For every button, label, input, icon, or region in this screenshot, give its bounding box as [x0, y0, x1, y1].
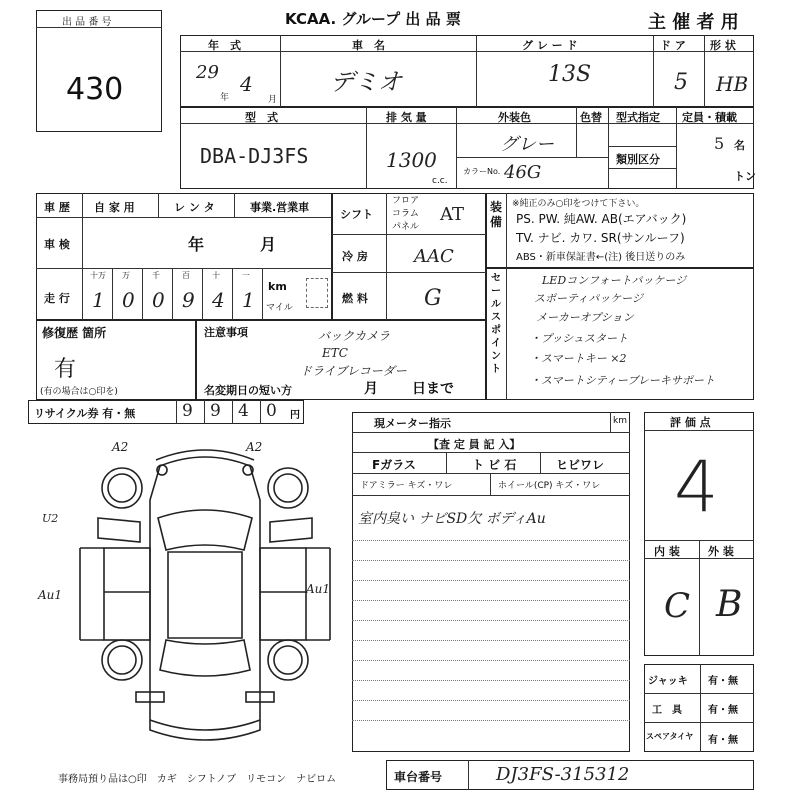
repair-note: (有の場合は○印を) — [40, 387, 118, 397]
repair-label: 修復歴 箇所 — [42, 326, 107, 340]
notes-line: ETC — [322, 346, 348, 360]
notes-line: ドライブレコーダー — [300, 364, 407, 378]
month-unit: 月 — [268, 95, 278, 105]
exterior-value: B — [716, 584, 743, 625]
notes-label: 注意事項 — [204, 326, 248, 339]
digit-label: 万 — [122, 271, 130, 280]
selling-point: ・スマートキー ×2 — [530, 352, 627, 365]
lot-number: 430 — [66, 72, 124, 107]
spare-label: スペアタイヤ — [646, 732, 694, 741]
mile-checkbox — [306, 278, 328, 308]
inspection-month: 月 — [260, 235, 277, 254]
rental: レ ン タ — [174, 201, 215, 214]
selling-points-label: セ ー ル ス ポ イ ン ト — [491, 273, 501, 375]
mileage-label: 走 行 — [44, 292, 70, 305]
form-title: KCAA. グループ 出 品 票 — [285, 10, 461, 28]
selling-point: メーカーオプション — [536, 311, 634, 324]
history-label: 車 歴 — [44, 201, 70, 214]
lot-box — [36, 10, 162, 132]
mileage-digit: 1 — [242, 288, 255, 312]
mileage-digit: 0 — [122, 288, 135, 312]
score-value: 4 — [674, 446, 719, 528]
selling-point: スポーティパッケージ — [534, 292, 643, 305]
shift-option-column: コラム — [392, 209, 419, 219]
shift-option-floor: フロア — [392, 196, 420, 206]
organizer-use: 主 催 者 用 — [648, 12, 739, 33]
ac-label: 冷 房 — [342, 250, 368, 263]
score-label: 評 価 点 — [670, 416, 711, 429]
selling-point: ・プッシュスタート — [530, 332, 629, 345]
office-note: 事務局預り品は○印 カギ シフトノブ リモコン ナビロム — [58, 774, 337, 785]
month-value: 4 — [240, 72, 253, 96]
name-change-month: 月 — [364, 381, 378, 397]
displacement-label: 排 気 量 — [386, 111, 427, 124]
interior-value: C — [664, 586, 691, 626]
ton-unit: トン — [734, 170, 756, 183]
digit-label: 千 — [152, 271, 160, 280]
recycle-digit: 0 — [266, 401, 277, 421]
wheel-label: ホイール(CP) キズ・ワレ — [498, 481, 601, 491]
damage-mark: Au1 — [38, 588, 63, 602]
business-use: 事業.営業車 — [250, 201, 310, 214]
car-name-value: デミオ — [330, 68, 402, 96]
jack-label: ジャッキ — [648, 676, 688, 687]
cc-unit: c.c. — [432, 176, 448, 186]
yen-unit: 円 — [290, 410, 300, 421]
car-name-label: 車 名 — [352, 39, 385, 52]
color-no-label: カラーNo. — [463, 167, 501, 176]
equipment-line: PS. PW. 純AW. AB(エアバック) — [516, 212, 687, 226]
damage-mark: A2 — [112, 440, 129, 454]
glass-label: Fガラス — [372, 458, 416, 472]
tools-answer: 有・無 — [708, 705, 738, 716]
digit-label: 一 — [242, 271, 250, 280]
digit-label: 十万 — [90, 271, 106, 280]
equipment-label: 装 備 — [490, 200, 503, 229]
color-no-value: 46G — [504, 162, 542, 183]
selling-point: LEDコンフォートパッケージ — [542, 274, 687, 287]
chassis-label: 車台番号 — [394, 770, 443, 784]
jack-answer: 有・無 — [708, 676, 738, 687]
name-change-label: 名変期日の短い方 — [204, 384, 292, 397]
notes-line: バックカメラ — [318, 329, 391, 343]
meter-km-unit: km — [613, 416, 627, 426]
private-use: 自 家 用 — [94, 201, 135, 214]
inspector-label: 【査 定 員 記 入】 — [428, 438, 521, 451]
color-label: 外装色 — [498, 111, 531, 124]
model-value: DBA-DJ3FS — [200, 144, 309, 168]
digit-label: 十 — [212, 271, 220, 280]
category-label: 類別区分 — [616, 153, 660, 166]
damage-mark: U2 — [42, 512, 59, 525]
year-unit: 年 — [220, 93, 230, 103]
equipment-line: TV. ナビ. カワ. SR(サンルーフ) — [516, 231, 685, 245]
recycle-digit: 9 — [182, 401, 193, 421]
interior-label: 内 装 — [654, 545, 680, 558]
doors-label: ド ア — [660, 39, 686, 52]
damage-mark: Au1 — [306, 582, 331, 596]
capacity-unit: 名 — [734, 139, 745, 152]
grade-label: グ レ ー ド — [522, 39, 578, 52]
chassis-value: DJ3FS-315312 — [496, 764, 630, 785]
mileage-digit: 1 — [92, 288, 105, 312]
meter-label: 現メーター指示 — [374, 417, 451, 430]
mileage-digit: 0 — [152, 288, 165, 312]
damage-mark: A2 — [246, 440, 263, 454]
inspector-remark: 室内臭い ナビSD欠 ボディAu — [358, 511, 546, 527]
exterior-label: 外 装 — [708, 545, 734, 558]
mirror-label: ドアミラー キズ・ワレ — [360, 481, 453, 491]
recycle-label: リサイクル券 有・無 — [34, 407, 136, 420]
lot-label: 出 品 番 号 — [62, 17, 112, 28]
km-label: km — [268, 280, 287, 293]
chip-label: ト ビ 石 — [472, 458, 517, 472]
digit-label: 百 — [182, 271, 190, 280]
inspection-year: 年 — [188, 235, 205, 254]
shift-option-panel: パネル — [392, 222, 420, 232]
selling-point: ・スマートシティーブレーキサポート — [530, 374, 715, 387]
shift-label: シフト — [340, 208, 373, 221]
fuel-value: G — [424, 286, 442, 311]
capacity-label: 定員・積載 — [682, 111, 737, 124]
tools-label: 工 具 — [652, 705, 682, 716]
body-label: 形 状 — [710, 39, 736, 52]
body-value: HB — [716, 72, 749, 96]
repair-value: 有 — [54, 357, 77, 382]
doors-value: 5 — [674, 70, 688, 95]
capacity-value: 5 — [714, 134, 725, 153]
inspection-label: 車 検 — [44, 238, 70, 251]
recycle-digit: 4 — [238, 401, 249, 421]
model-label: 型 式 — [245, 111, 278, 124]
displacement-value: 1300 — [386, 148, 437, 172]
fuel-label: 燃 料 — [342, 292, 368, 305]
spare-answer: 有・無 — [708, 735, 738, 746]
mile-label: マイル — [266, 303, 293, 313]
color-change-label: 色替 — [580, 111, 602, 124]
ac-value: AAC — [414, 246, 454, 267]
shift-value: AT — [440, 204, 465, 225]
recycle-digit: 9 — [210, 401, 221, 421]
year-value: 29 — [196, 62, 219, 83]
name-change-day: 日まで — [412, 381, 454, 397]
type-spec-label: 型式指定 — [616, 111, 660, 124]
grade-value: 13S — [548, 62, 592, 87]
crack-label: ヒビワレ — [556, 458, 605, 472]
year-label: 年 式 — [208, 39, 241, 52]
equipment-line: ABS・新車保証書←(注) 後日送りのみ — [516, 252, 686, 263]
mileage-digit: 4 — [212, 288, 225, 312]
mileage-digit: 9 — [182, 288, 195, 312]
color-value: グレー — [500, 134, 554, 155]
equipment-note: ※純正のみ○印をつけて下さい。 — [512, 199, 645, 209]
